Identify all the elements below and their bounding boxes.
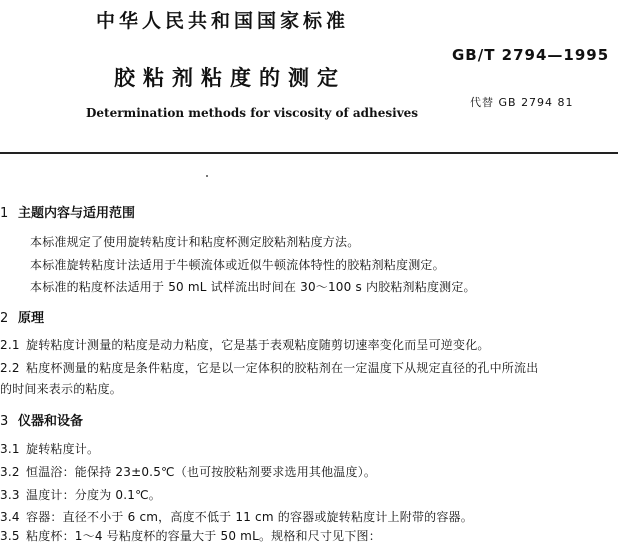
scan-speck xyxy=(206,175,208,177)
item-text: 粘度杯：1～4 号粘度杯的容量大于 50 mL。规格和尺寸见下图： xyxy=(26,529,381,543)
section-number: 1 xyxy=(0,206,9,221)
paragraph: 本标准的粘度杯法适用于 50 mL 试样流出时间在 30～100 s 内胶粘剂粘度测定。 xyxy=(30,280,476,294)
item-number: 2.1 xyxy=(0,338,20,352)
item-text: 恒温浴：能保持 23±0.5℃（也可按胶粘剂要求选用其他温度）。 xyxy=(26,465,377,479)
list-item xyxy=(0,508,473,525)
item-number: 2.2 xyxy=(0,361,20,375)
list-item xyxy=(0,486,161,503)
section-title: 主题内容与适用范围 xyxy=(18,206,136,221)
item-continuation: 的时间来表示的粘度。 xyxy=(0,382,123,396)
standard-code: GB/T 2794—1995 xyxy=(452,46,610,64)
item-text: 旋转粘度计测量的粘度是动力粘度，它是基于表观粘度随剪切速率变化而呈可逆变化。 xyxy=(26,338,490,352)
item-text: 温度计：分度为 0.1℃。 xyxy=(26,488,161,502)
item-number: 3.5 xyxy=(0,529,20,543)
section-title: 仪器和设备 xyxy=(18,414,84,429)
item-number: 3.3 xyxy=(0,488,20,502)
list-item xyxy=(0,359,538,376)
item-text: 旋转粘度计。 xyxy=(26,442,100,456)
list-item xyxy=(0,527,381,544)
section-number: 2 xyxy=(0,311,9,326)
section-title: 原理 xyxy=(18,311,45,326)
item-number: 3.4 xyxy=(0,510,20,524)
section-number: 3 xyxy=(0,414,9,429)
section-3-heading xyxy=(0,410,83,429)
paragraph: 本标准旋转粘度计法适用于牛顿流体或近似牛顿流体特性的胶粘剂粘度测定。 xyxy=(30,258,445,272)
document-subtitle-en: Determination methods for viscosity of adhesives xyxy=(86,106,419,120)
replaces-note: 代替 GB 2794 81 xyxy=(470,96,574,109)
item-number: 3.2 xyxy=(0,465,20,479)
list-item xyxy=(0,336,490,353)
item-number: 3.1 xyxy=(0,442,20,456)
list-item xyxy=(0,440,99,457)
item-text: 粘度杯测量的粘度是条件粘度，它是以一定体积的胶粘剂在一定温度下从规定直径的孔中所流出 xyxy=(26,361,539,375)
document-title: 胶粘剂粘度的测定 xyxy=(114,66,346,90)
header-divider xyxy=(0,152,618,154)
section-1-heading xyxy=(0,202,135,221)
paragraph: 本标准规定了使用旋转粘度计和粘度杯测定胶粘剂粘度方法。 xyxy=(30,235,360,249)
item-text: 容器：直径不小于 6 cm，高度不低于 11 cm 的容器或旋转粘度计上附带的容器。 xyxy=(26,510,473,524)
national-standard-heading: 中华人民共和国国家标准 xyxy=(96,10,350,32)
section-2-heading xyxy=(0,307,44,326)
list-item xyxy=(0,463,376,480)
